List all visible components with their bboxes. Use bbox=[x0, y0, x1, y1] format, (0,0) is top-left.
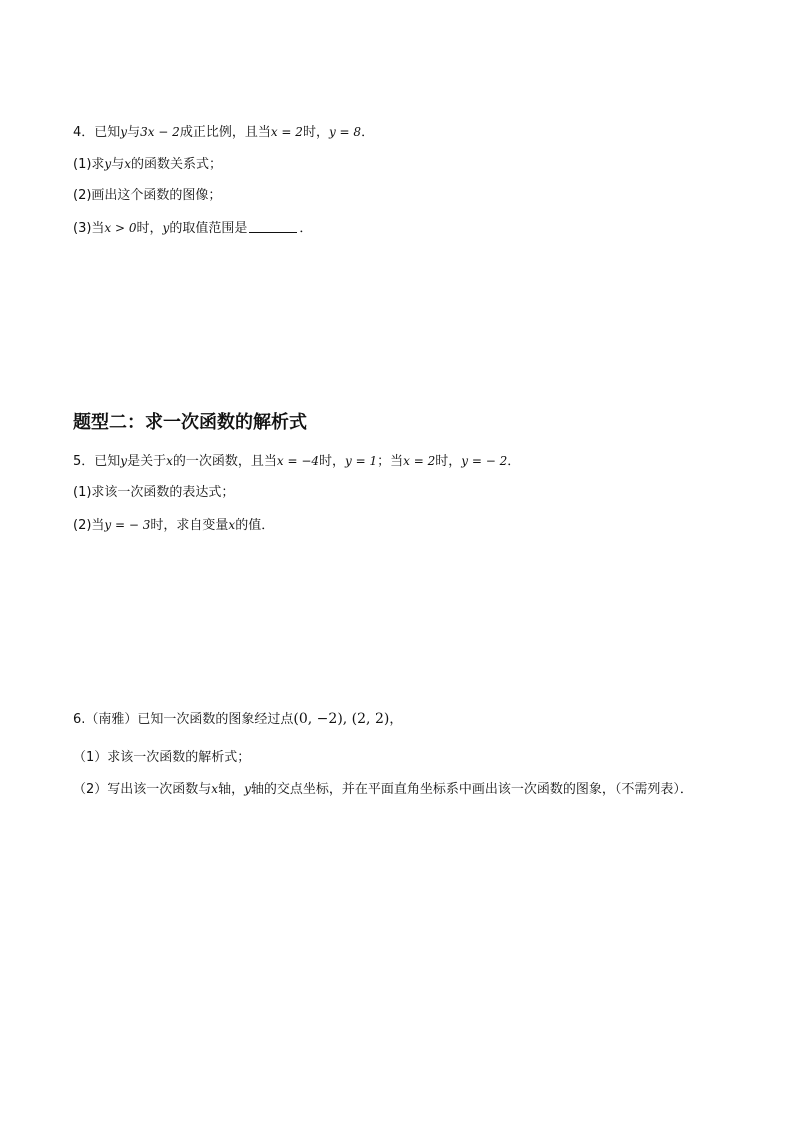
math-expr: x = 2 bbox=[270, 125, 303, 139]
q4-part-2: (2)画出这个函数的图像； bbox=[73, 188, 222, 203]
q6-stem: 6.（南雅）已知一次函数的图象经过点(0, −2), (2, 2)， bbox=[73, 711, 403, 727]
q4-part-3: (3)当x > 0时，y的取值范围是 ． bbox=[73, 221, 313, 236]
q6-part-2: （2）写出该一次函数与x轴，y轴的交点坐标，并在平面直角坐标系中画出该一次函数的图象，（不需列表）． bbox=[73, 782, 693, 797]
math-expr: y = 8 bbox=[328, 125, 362, 139]
q5-stem: 5．已知y是关于x的一次函数，且当x = −4时，y = 1；当x = 2时，y = − 2． bbox=[73, 454, 521, 469]
q5-part-1: (1)求该一次函数的表达式； bbox=[73, 485, 235, 500]
q4-stem: 4．已知y与3x − 2成正比例，且当x = 2时，y = 8． bbox=[73, 125, 375, 140]
math-expr: y = 1 bbox=[345, 454, 378, 468]
math-expr: y = − 2 bbox=[461, 454, 508, 468]
section-title: 题型二：求一次函数的解析式 bbox=[73, 412, 307, 433]
math-expr: y = − 3 bbox=[104, 518, 151, 532]
math-expr: 3x − 2 bbox=[140, 125, 180, 139]
math-expr: x = 2 bbox=[403, 454, 436, 468]
q4-number: 4． bbox=[73, 125, 95, 140]
q5-part-2: (2)当y = − 3时，求自变量x的值． bbox=[73, 518, 275, 533]
answer-blank[interactable] bbox=[249, 220, 297, 233]
math-expr: x > 0 bbox=[104, 221, 137, 235]
math-expr: (0, −2), (2, 2) bbox=[293, 711, 390, 727]
q6-part-1: （1）求该一次函数的解析式； bbox=[73, 750, 251, 765]
math-expr: x = −4 bbox=[276, 454, 320, 468]
q5-number: 5． bbox=[73, 454, 95, 469]
q4-part-1: (1)求y与x的函数关系式； bbox=[73, 157, 223, 172]
